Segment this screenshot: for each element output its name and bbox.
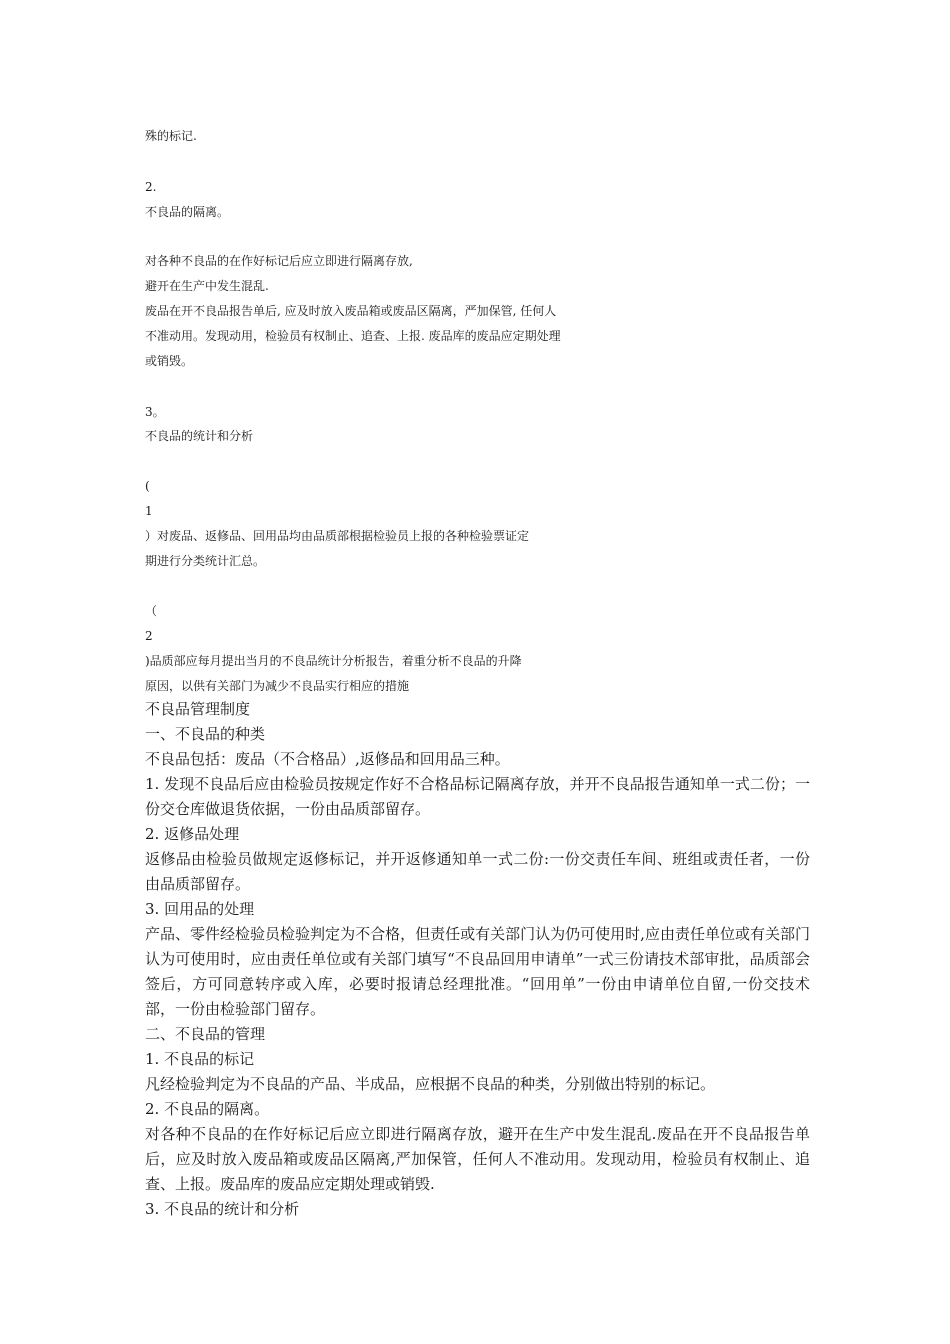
paragraph: 返修品由检验员做规定返修标记，并开返修通知单一式二份:一份交责任车间、班组或责任者，一份由品质部留存。: [145, 850, 810, 893]
main-body: [145, 697, 810, 1222]
text-line: 废品在开不良品报告单后, 应及时放入废品箱或废品区隔离，严加保管, 任何人: [145, 304, 557, 318]
paren-number: 1: [145, 504, 153, 518]
text-line: ）对废品、返修品、回用品均由品质部根据检验员上报的各种检验票证定: [145, 529, 530, 543]
text-line: 避开在生产中发生混乱.: [145, 279, 269, 293]
paragraph: 产品、零件经检验员检验判定为不合格，但责任或有关部门认为仍可使用时,应由责任单位或有关部门认为可使用时，应由责任单位或有关部门填写“不良品回用申请单”一式三份请技术部审批，品质部会签后，方可同意转序或入库，必要时报请总经理批准。“回用单”一份由申请单位自留,一份交技术部，一份由检验部门留存。: [145, 925, 810, 1018]
document-title: 不良品管理制度: [145, 700, 251, 718]
paragraph: 凡经检验判定为不良品的产品、半成品，应根据不良品的种类，分别做出特别的标记。: [145, 1075, 716, 1093]
subsection-heading: 1. 不良品的标记: [145, 1050, 255, 1068]
text-line: 原因，以供有关部门为减少不良品实行相应的措施: [145, 679, 410, 693]
item-number: 2.: [145, 180, 157, 194]
item-number: 3。: [145, 405, 165, 419]
text-line: 不准动用。发现动用，检验员有权制止、追查、上报. 废品库的废品应定期处理: [145, 329, 561, 343]
subsection-heading: 2. 返修品处理: [145, 825, 240, 843]
paragraph: 对各种不良品的在作好标记后应立即进行隔离存放，避开在生产中发生混乱.废品在开不良品报告单后，应及时放入废品箱或废品区隔离,严加保管，任何人不准动用。发现动用，检验员有权制止、追查、上报。废品库的废品应定期处理或销毁.: [145, 1125, 810, 1193]
paren-open: （: [145, 604, 158, 618]
subsection-heading: 2. 不良品的隔离。: [145, 1100, 270, 1118]
text-line: 对各种不良品的在作好标记后应立即进行隔离存放,: [145, 254, 413, 268]
section-heading: 不良品的统计和分析: [145, 429, 254, 443]
section-heading: 一、不良品的种类: [145, 725, 266, 743]
subsection-heading: 3. 不良品的统计和分析: [145, 1200, 300, 1218]
text-line: 期进行分类统计汇总。: [145, 554, 266, 568]
section-heading: 二、不良品的管理: [145, 1025, 266, 1043]
paren-number: 2: [145, 629, 153, 643]
paren-open: (: [145, 479, 150, 493]
text-line: 或销毁。: [145, 354, 194, 368]
text-line: )品质部应每月提出当月的不良品统计分析报告，着重分析不良品的升降: [145, 654, 522, 668]
paragraph: 1. 发现不良品后应由检验员按规定作好不合格品标记隔离存放，并开不良品报告通知单一式二份；一份交仓库做退货依据，一份由品质部留存。: [145, 775, 810, 818]
text-line: 殊的标记.: [145, 129, 197, 143]
subsection-heading: 3. 回用品的处理: [145, 900, 255, 918]
section-heading: 不良品的隔离。: [145, 205, 230, 219]
paragraph: 不良品包括：废品（不合格品）,返修品和回用品三种。: [145, 750, 510, 768]
